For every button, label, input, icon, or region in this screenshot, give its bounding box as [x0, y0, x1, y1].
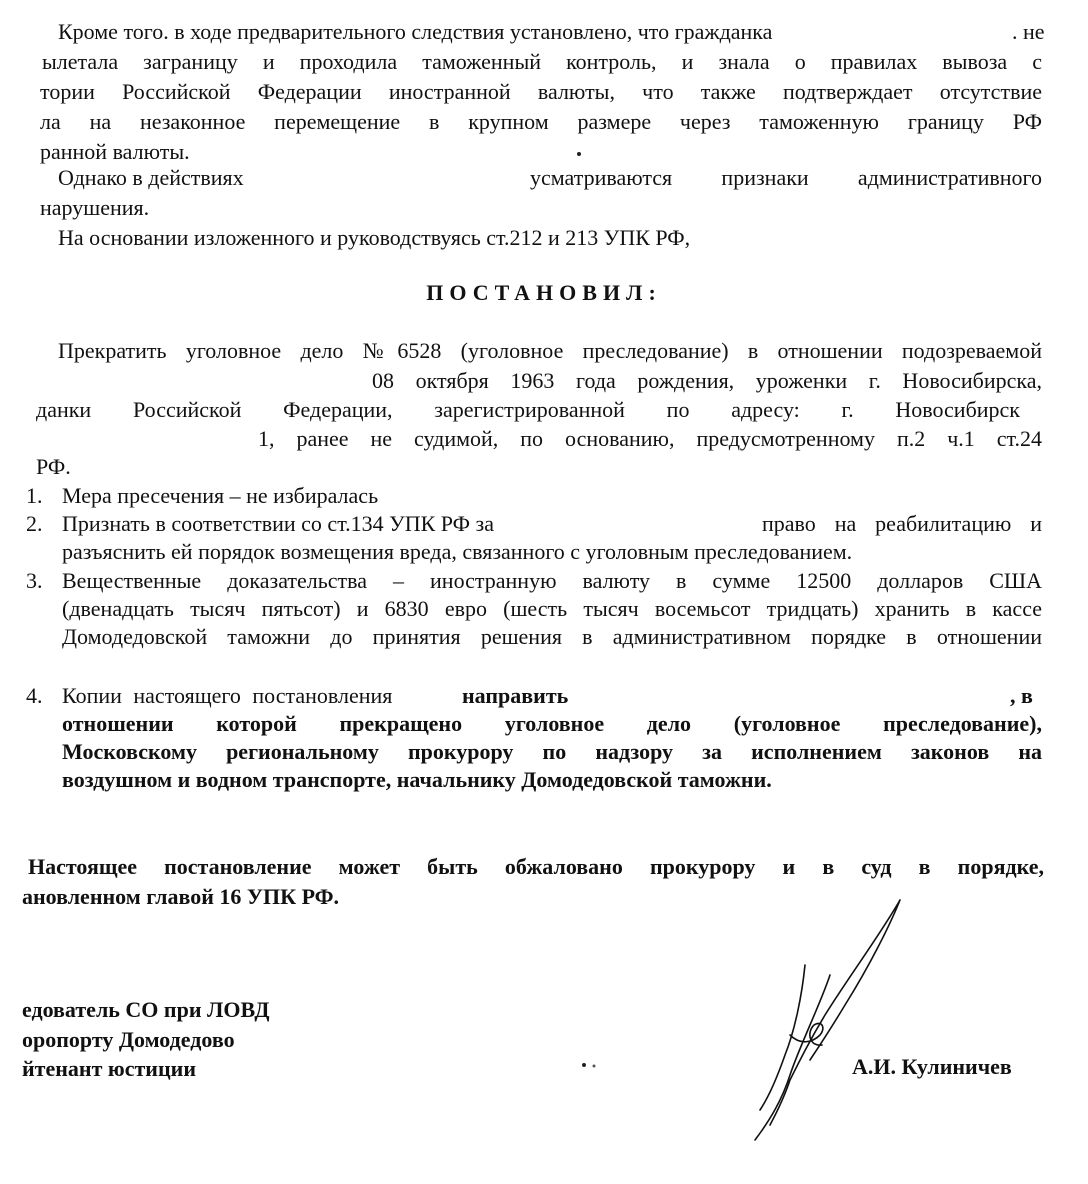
item-2-text-end: право на реабилитацию и [762, 511, 1042, 536]
intro-line-5: ранной валюты. [40, 139, 190, 164]
item-4-text-start: Копии настоящего постановления [62, 683, 393, 708]
item-3-number: 3. [26, 568, 43, 593]
scan-speck [580, 1060, 610, 1070]
item-4-line-2: отношении которой прекращено уголовное дело (уголовное преследование), [62, 711, 1042, 736]
item-1-number: 1. [26, 483, 43, 508]
intro-line-1: Кроме того. в ходе предварительного следствия установлено, что гражданка [58, 19, 773, 44]
item-1-text: Мера пресечения – не избиралась [62, 483, 379, 508]
decision-line-3: данки Российской Федерации, зарегистрированной по адресу: г. Новосибирск [36, 397, 1020, 422]
signer-position-line-1: едователь СО при ЛОВД [22, 997, 270, 1022]
intro-line-1-tail: . не [1012, 19, 1045, 44]
decision-line-4: 1, ранее не судимой, по основанию, предусмотренному п.2 ч.1 ст.24 [258, 426, 1042, 451]
intro-line-4: ла на незаконное перемещение в крупном размере через таможенную границу РФ [40, 109, 1042, 134]
intro-p2-end: усматриваются признаки административного [530, 165, 1042, 190]
intro-p3: На основании изложенного и руководствуясь ст.212 и 213 УПК РФ, [58, 225, 691, 250]
appeal-line-2: ановленном главой 16 УПК РФ. [22, 884, 340, 909]
item-4-line-4: воздушном и водном транспорте, начальнику Домодедовской таможни. [62, 767, 772, 792]
signer-position-line-3: йтенант юстиции [22, 1056, 196, 1081]
scan-speck [575, 150, 583, 158]
intro-p2-line-2: нарушения. [40, 195, 150, 220]
intro-line-3: тории Российской Федерации иностранной валюты, что также подтверждает отсутствие [40, 79, 1042, 104]
item-2-text-start: Признать в соответствии со ст.134 УПК РФ за [62, 511, 494, 536]
item-4-text-end: , в [1010, 683, 1033, 708]
signer-position-line-2: оропорту Домодедово [22, 1027, 235, 1052]
item-3-line-3: Домодедовской таможни до принятия решения в административном порядке в отношении [62, 624, 1042, 649]
item-3-line-1: Вещественные доказательства – иностранную валюту в сумме 12500 долларов США [62, 568, 1042, 593]
intro-line-2: ылетала заграницу и проходила таможенный контроль, и знала о правилах вывоза с [42, 49, 1042, 74]
item-2-line-2: разъяснить ей порядок возмещения вреда, связанного с уголовным преследованием. [62, 539, 853, 564]
appeal-line-1: Настоящее постановление может быть обжаловано прокурору и в суд в порядке, [28, 854, 1044, 879]
item-4-number: 4. [26, 683, 43, 708]
intro-p2-start: Однако в действиях [58, 165, 244, 190]
signer-name: А.И. Кулиничев [852, 1054, 1012, 1079]
item-2-number: 2. [26, 511, 43, 536]
decision-line-5: РФ. [36, 454, 71, 479]
decision-heading: ПОСТАНОВИЛ: [426, 280, 662, 305]
item-4-line-3: Московскому региональному прокурору по надзору за исполнением законов на [62, 739, 1042, 764]
decision-line-2: 08 октября 1963 года рождения, уроженки г. Новосибирска, [372, 368, 1042, 393]
item-4-text-bold: направить [462, 683, 569, 708]
handwritten-signature [730, 895, 930, 1155]
item-3-line-2: (двенадцать тысяч пятьсот) и 6830 евро (шесть тысяч восемьсот тридцать) хранить в кассе [62, 596, 1042, 621]
decision-line-1: Прекратить уголовное дело №6528 (уголовное преследование) в отношении подозреваемой [58, 338, 1042, 363]
